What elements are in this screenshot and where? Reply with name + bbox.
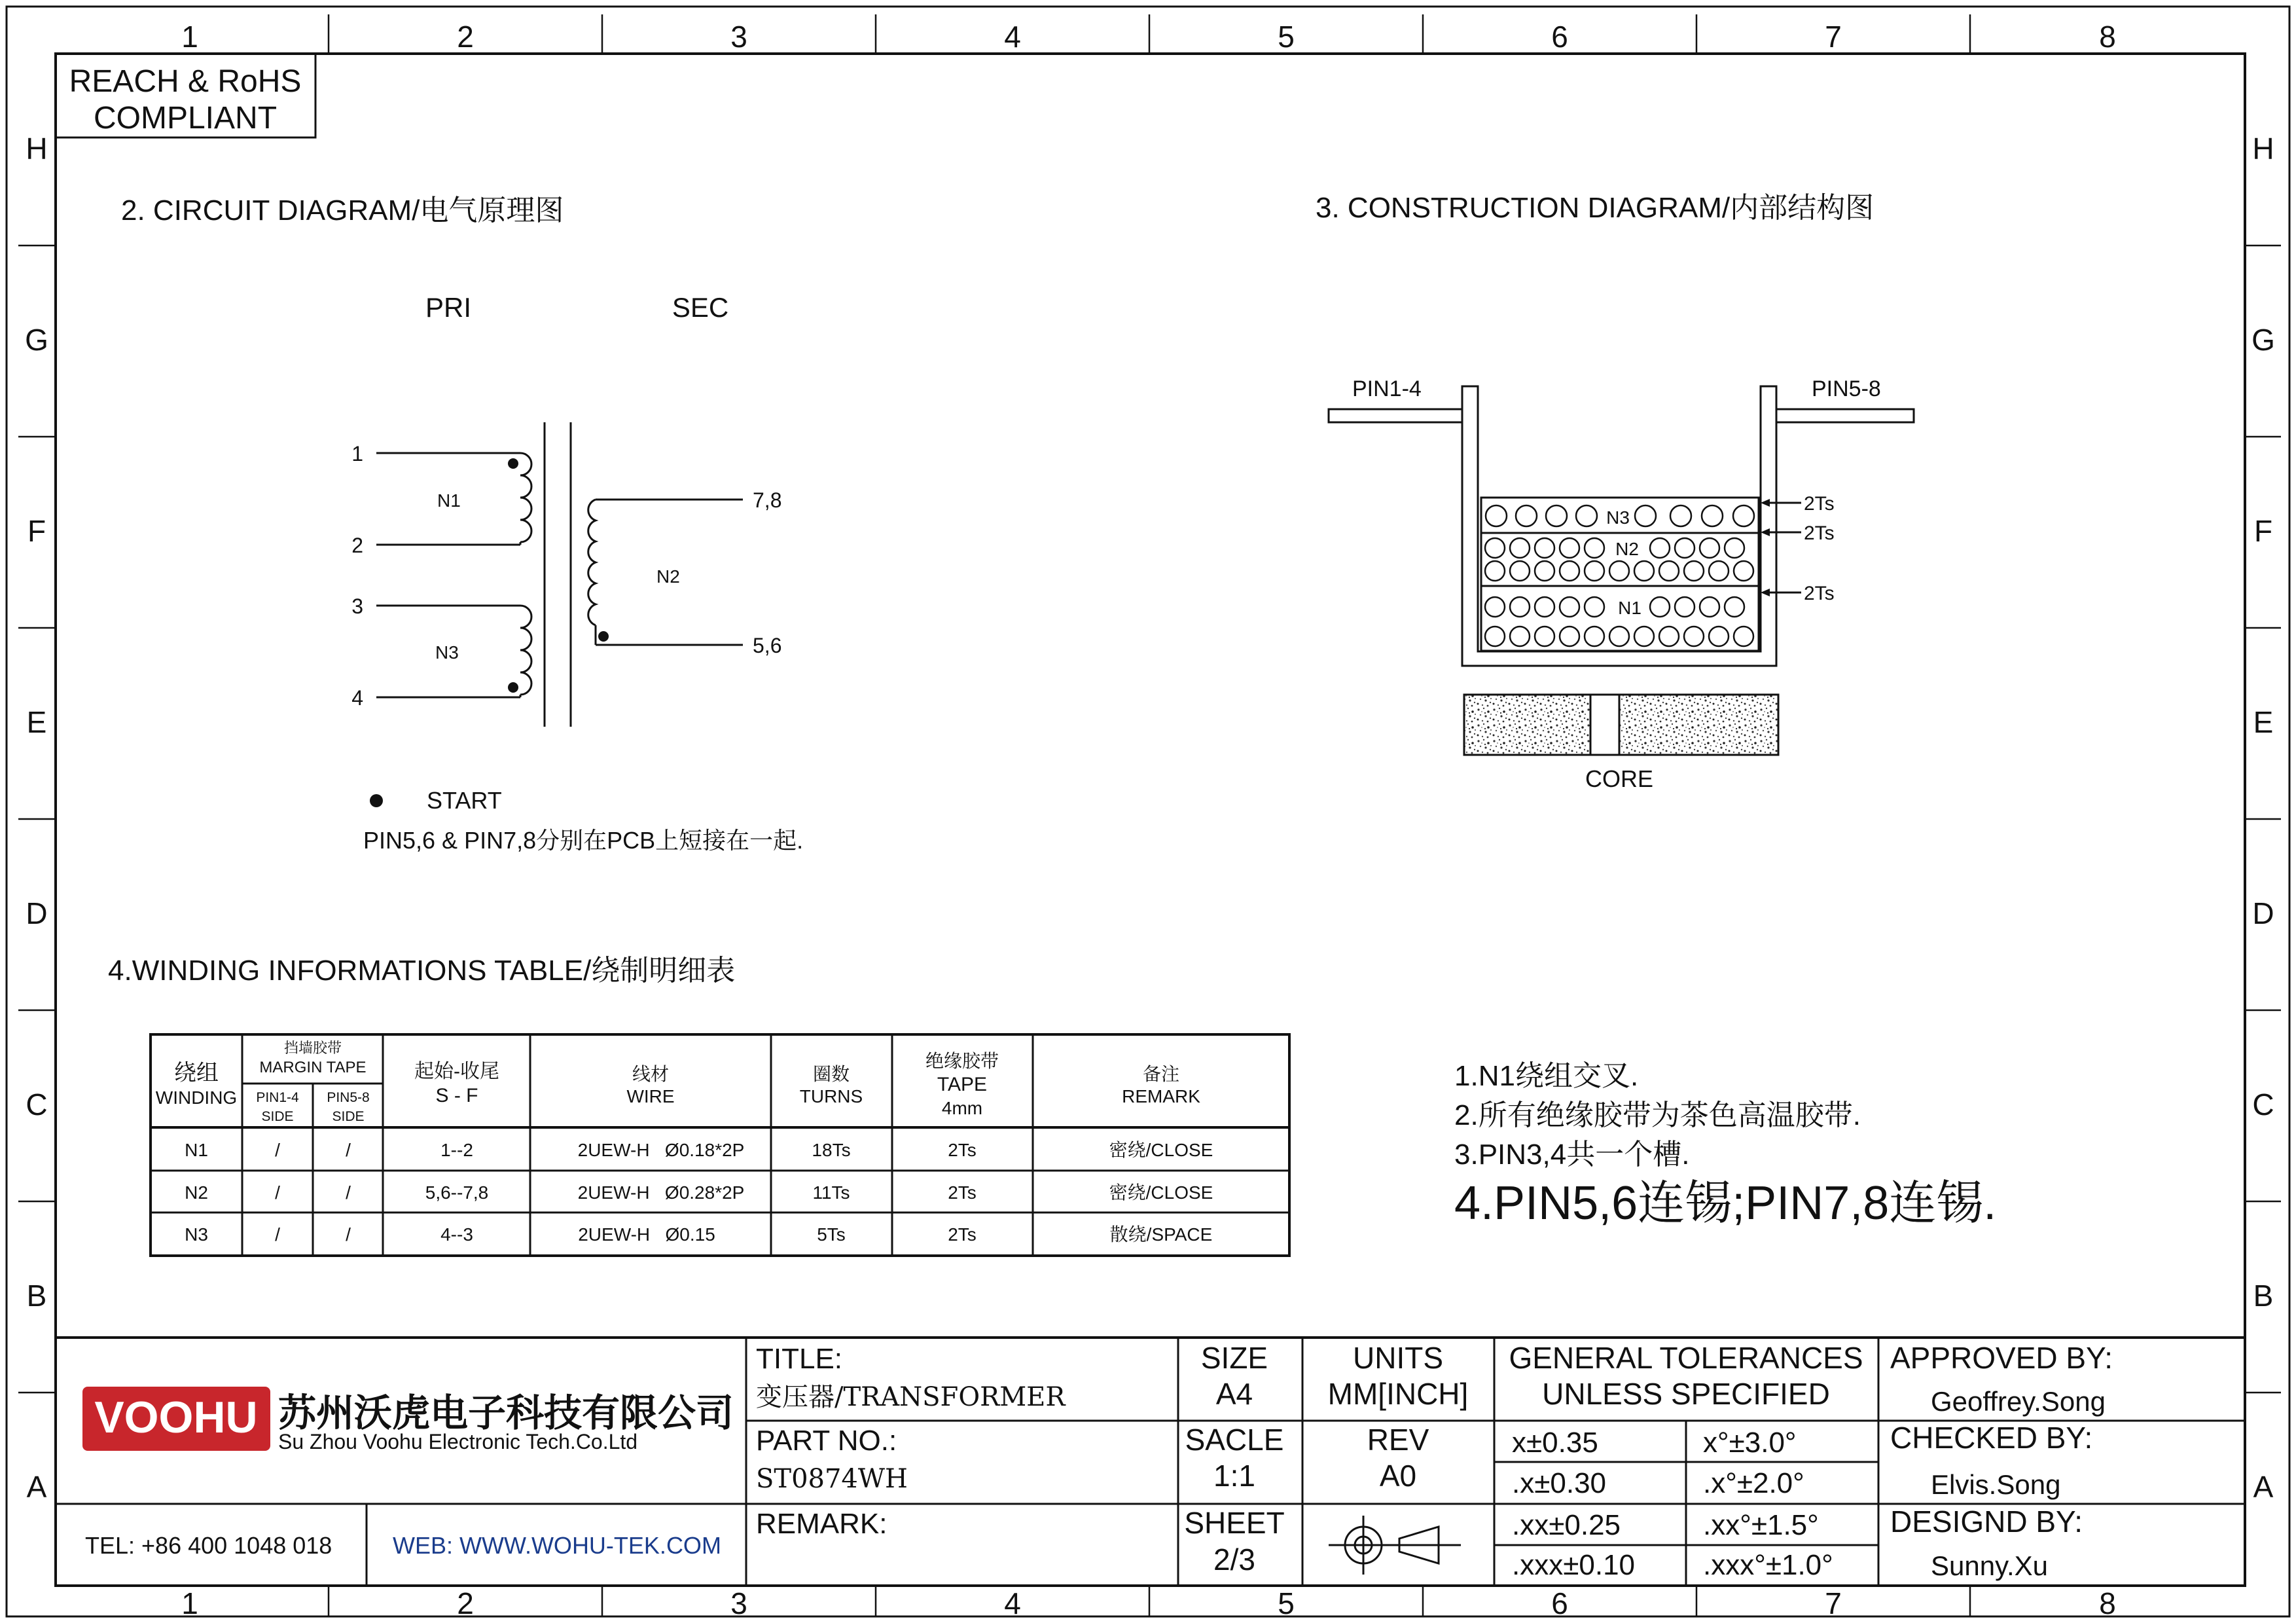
cell-m14: /: [275, 1182, 280, 1203]
col-label: 7: [1825, 20, 1842, 54]
note-2: 2.所有绝缘胶带为茶色高温胶带.: [1454, 1099, 1861, 1131]
row-label: E: [26, 705, 47, 739]
circuit-diagram: [121, 194, 803, 854]
cell-tape: 2Ts: [948, 1224, 977, 1245]
cell-wire: 2UEW-H Ø0.28*2P: [577, 1182, 745, 1203]
note-3: 3.PIN3,4共一个槽.: [1454, 1139, 1690, 1171]
logo-text: VOOHU: [94, 1393, 258, 1442]
tape-label-2: 2Ts: [1804, 522, 1835, 544]
remark-label: REMARK:: [756, 1508, 888, 1540]
dot-n2: [598, 631, 609, 642]
cell-tape: 2Ts: [948, 1182, 977, 1203]
core-label: CORE: [1585, 765, 1654, 792]
winding-n3-label: N3: [435, 642, 459, 663]
col-label: 3: [730, 20, 747, 54]
compliance-line2: COMPLIANT: [93, 101, 278, 136]
designed-name: Sunny.Xu: [1931, 1550, 2049, 1581]
row-label: A: [2253, 1470, 2274, 1504]
col-label: 4: [1004, 1586, 1021, 1620]
cell-m58: /: [346, 1182, 351, 1203]
projection-symbol-icon: [1329, 1516, 1461, 1575]
title-block: [56, 1338, 2245, 1586]
frame-row-labels: [25, 132, 2275, 1504]
tolerance-value: .xx°±1.5°: [1703, 1509, 1819, 1541]
table-row: [185, 1140, 1213, 1160]
winding-table: [108, 955, 1289, 1256]
tolerances-heading-1: GENERAL TOLERANCES: [1509, 1341, 1863, 1375]
cell-wire: 2UEW-H Ø0.15: [578, 1224, 715, 1245]
cell-turns: 11Ts: [812, 1182, 850, 1203]
th-remark-en: REMARK: [1122, 1086, 1200, 1106]
pin-right-label: PIN5-8: [1812, 376, 1881, 401]
layer-n3-label: N3: [1606, 507, 1630, 528]
notes: [1454, 1060, 1996, 1230]
th-margin-en: MARGIN TAPE: [259, 1059, 367, 1076]
col-label: 4: [1004, 20, 1021, 54]
col-label: 5: [1278, 20, 1295, 54]
approved-name: Geoffrey.Song: [1931, 1386, 2106, 1417]
cell-m14: /: [275, 1140, 280, 1160]
col-label: 2: [457, 20, 474, 54]
tolerance-value: .x°±2.0°: [1703, 1467, 1804, 1499]
row-label: B: [26, 1279, 47, 1313]
cell-remark: 密绕/CLOSE: [1109, 1140, 1213, 1160]
table-row: [185, 1182, 1213, 1203]
col-label: 7: [1825, 1586, 1842, 1620]
col-label: 1: [181, 20, 198, 54]
tolerance-value: x±0.35: [1512, 1427, 1598, 1459]
th-sf-en: S - F: [435, 1085, 478, 1106]
pin-56-label: 5,6: [753, 634, 782, 657]
pin-4-label: 4: [351, 686, 363, 710]
winding-n1-label: N1: [437, 490, 461, 511]
th-margin-cn: 挡墙胶带: [283, 1040, 342, 1056]
circuit-note: PIN5,6 & PIN7,8分别在PCB上短接在一起.: [363, 827, 804, 854]
row-label: E: [2253, 705, 2274, 739]
th-pin14-side: SIDE: [261, 1109, 294, 1124]
tolerances-heading-2: UNLESS SPECIFIED: [1542, 1377, 1830, 1411]
row-label: D: [26, 896, 48, 930]
start-label: START: [427, 787, 502, 814]
col-label: 2: [457, 1586, 474, 1620]
row-label: F: [2253, 514, 2273, 548]
rev-label: REV: [1367, 1423, 1429, 1457]
th-pin58: PIN5-8: [327, 1090, 370, 1105]
col-label: 3: [730, 1586, 747, 1620]
part-no-value: ST0874WH: [756, 1464, 908, 1494]
size-label: SIZE: [1200, 1341, 1268, 1375]
scale-label: SACLE: [1185, 1423, 1284, 1457]
winding-n2-label: N2: [656, 566, 680, 587]
cell-sf: 5,6--7,8: [425, 1182, 489, 1203]
cell-m14: /: [275, 1224, 280, 1245]
cell-sf: 4--3: [440, 1224, 473, 1245]
pri-label: PRI: [425, 292, 472, 323]
row-label: C: [26, 1087, 48, 1122]
units-value: MM[INCH]: [1327, 1377, 1469, 1411]
tolerance-value: .xxx±0.10: [1512, 1549, 1636, 1581]
th-turns-en: TURNS: [799, 1086, 863, 1106]
cell-m58: /: [346, 1224, 351, 1245]
compliance-line1: REACH & RoHS: [69, 64, 302, 99]
row-label: H: [2252, 132, 2274, 166]
cell-winding: N3: [185, 1224, 208, 1245]
cell-turns: 5Ts: [817, 1224, 846, 1245]
th-winding-en: WINDING: [155, 1087, 238, 1108]
checked-label: CHECKED BY:: [1890, 1421, 2093, 1455]
size-value: A4: [1215, 1377, 1253, 1411]
col-label: 6: [1551, 1586, 1568, 1620]
col-label: 5: [1278, 1586, 1295, 1620]
construction-diagram: [1316, 192, 1914, 792]
compliance-box: [56, 54, 315, 137]
pin-left-label: PIN1-4: [1352, 376, 1422, 401]
row-label: C: [2252, 1087, 2274, 1122]
tape-label-3: 2Ts: [1804, 583, 1835, 604]
cell-turns: 18Ts: [812, 1140, 851, 1160]
dot-n3: [508, 682, 518, 693]
scale-value: 1:1: [1213, 1459, 1255, 1493]
tolerance-value: .xxx°±1.0°: [1703, 1549, 1833, 1581]
company-name-en: Su Zhou Voohu Electronic Tech.Co.Ltd: [278, 1430, 638, 1453]
construction-title: 3. CONSTRUCTION DIAGRAM/内部结构图: [1316, 192, 1874, 224]
cell-winding: N2: [185, 1182, 208, 1203]
cell-m58: /: [346, 1140, 351, 1160]
th-winding-cn: 绕组: [174, 1061, 219, 1085]
th-sf-cn: 起始-收尾: [414, 1061, 499, 1082]
sheet-label: SHEET: [1184, 1506, 1285, 1540]
sec-label: SEC: [672, 292, 729, 323]
designed-label: DESIGND BY:: [1890, 1504, 2083, 1539]
note-1: 1.N1绕组交叉.: [1454, 1060, 1639, 1092]
units-label: UNITS: [1353, 1341, 1443, 1375]
core-shape: [1464, 695, 1778, 755]
table-row: [185, 1224, 1212, 1245]
title-label: TITLE:: [756, 1343, 843, 1375]
pin-3-label: 3: [351, 594, 363, 618]
th-tape-size: 4mm: [941, 1098, 983, 1118]
row-label: A: [26, 1470, 47, 1504]
cell-remark: 散绕/SPACE: [1109, 1224, 1213, 1245]
company-name-cn: 苏州沃虎电子科技有限公司: [278, 1392, 734, 1434]
row-label: G: [25, 323, 48, 357]
th-wire-cn: 线材: [632, 1064, 670, 1084]
pin-78-label: 7,8: [753, 488, 782, 512]
cell-wire: 2UEW-H Ø0.18*2P: [577, 1140, 745, 1160]
th-pin58-side: SIDE: [332, 1109, 365, 1124]
note-4: 4.PIN5,6连锡;PIN7,8连锡.: [1454, 1177, 1997, 1230]
rev-value: A0: [1379, 1459, 1417, 1493]
col-label: 8: [2099, 1586, 2116, 1620]
cell-sf: 1--2: [440, 1140, 473, 1160]
pin-1-label: 1: [351, 442, 363, 465]
tape-label-1: 2Ts: [1804, 493, 1835, 515]
tolerance-value: x°±3.0°: [1703, 1427, 1797, 1459]
circuit-title: 2. CIRCUIT DIAGRAM/电气原理图: [121, 194, 564, 227]
col-label: 1: [181, 1586, 198, 1620]
col-label: 8: [2099, 20, 2116, 54]
row-label: B: [2253, 1279, 2274, 1313]
sheet-frame: [7, 7, 2289, 1616]
title-value: 变压器/TRANSFORMER: [756, 1382, 1066, 1412]
th-tape-cn: 绝缘胶带: [925, 1051, 999, 1071]
dot-n1: [508, 458, 518, 469]
th-remark-cn: 备注: [1142, 1064, 1180, 1084]
layer-n2-label: N2: [1615, 539, 1639, 559]
web-link[interactable]: WEB: WWW.WOHU-TEK.COM: [393, 1532, 721, 1559]
tolerance-value: .x±0.30: [1512, 1467, 1607, 1499]
cell-tape: 2Ts: [948, 1140, 977, 1160]
pin-2-label: 2: [351, 534, 363, 557]
start-dot-icon: [370, 794, 383, 807]
col-label: 6: [1551, 20, 1568, 54]
tolerance-value: .xx±0.25: [1512, 1509, 1621, 1541]
cell-remark: 密绕/CLOSE: [1109, 1182, 1213, 1203]
voohu-logo: [82, 1387, 270, 1451]
sheet-value: 2/3: [1213, 1542, 1255, 1577]
row-label: G: [2251, 323, 2275, 357]
tel-text: TEL: +86 400 1048 018: [85, 1532, 332, 1559]
approved-label: APPROVED BY:: [1890, 1341, 2113, 1375]
th-turns-cn: 圈数: [812, 1064, 850, 1084]
part-no-label: PART NO.:: [756, 1425, 897, 1457]
layer-n1-label: N1: [1618, 598, 1641, 618]
th-pin14: PIN1-4: [256, 1090, 299, 1105]
row-label: F: [27, 514, 46, 548]
cell-winding: N1: [185, 1140, 208, 1160]
row-label: D: [2252, 896, 2274, 930]
th-tape-en: TAPE: [937, 1074, 988, 1095]
winding-table-title: 4.WINDING INFORMATIONS TABLE/绕制明细表: [108, 955, 736, 987]
checked-name: Elvis.Song: [1931, 1469, 2061, 1500]
row-label: H: [26, 132, 48, 166]
th-wire-en: WIRE: [626, 1086, 675, 1106]
